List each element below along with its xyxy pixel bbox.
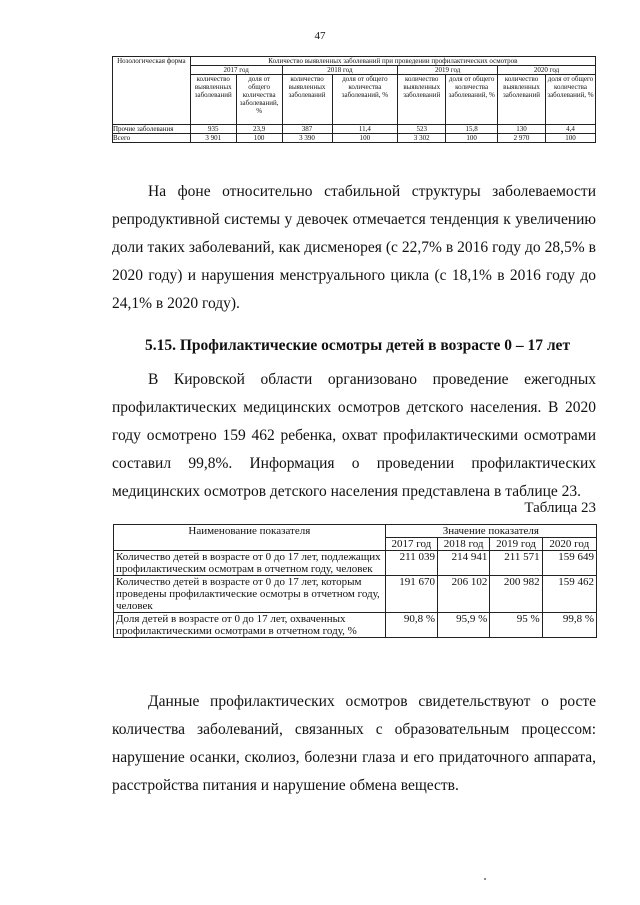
paragraph-checkups: В Кировской области организовано проведение ежегодных профилактических медицинских осмотров детского населения. В 2020 году осмотрено 159 462 ребенка, охват профилактическими осмотрами составил 99,8%. Информация о проведении профилактических медицинских осмотров детского населения представлена в таблице 23. [112, 371, 596, 500]
row-label: Доля детей в возрасте от 0 до 17 лет, охваченных профилактическими осмотрами в отчетном году, % [114, 613, 386, 638]
cell: 3 390 [282, 134, 332, 143]
checkup-table [113, 524, 597, 638]
table-row [114, 551, 597, 576]
cell: 95 % [490, 613, 542, 638]
sub-header: количество выявленных заболеваний [498, 75, 546, 125]
cell: 211 039 [385, 551, 437, 576]
scan-dot [484, 878, 486, 880]
cell: 11,4 [332, 125, 398, 134]
cell: 90,8 % [385, 613, 437, 638]
cell: 159 462 [542, 576, 596, 613]
table-row [114, 576, 597, 613]
year-header: 2020 год [498, 66, 596, 75]
table-row [113, 125, 596, 134]
name-header: Наименование показателя [114, 525, 386, 551]
year-header: 2019 год [490, 538, 542, 551]
year-header: 2017 год [190, 66, 282, 75]
sub-header: доля от общего количества заболеваний, % [332, 75, 398, 125]
page-number: 47 [314, 30, 326, 42]
value-header: Значение показателя [385, 525, 596, 538]
disease-table [112, 56, 596, 143]
row-label: Количество детей в возрасте от 0 до 17 лет, которым проведены профилактические осмотры в отчетном году, человек [114, 576, 386, 613]
sub-header: количество выявленных заболеваний [190, 75, 236, 125]
year-header: 2020 год [542, 538, 596, 551]
year-header: 2019 год [398, 66, 498, 75]
cell: 3 302 [398, 134, 446, 143]
paragraph-findings: Данные профилактических осмотров свидетельствуют о росте количества заболеваний, связанных с образовательным процессом: нарушение осанки, сколиоз, болезни глаза и его придаточного аппарата, расстройства питания и нарушение обмена веществ. [112, 693, 596, 794]
table-row [114, 613, 597, 638]
paragraph-reproductive: На фоне относительно стабильной структуры заболеваемости репродуктивной системы у девочек отмечается тенденция к увеличению доли таких заболеваний, как дисменорея (с 22,7% в 2016 году до 28,5% в 2020 году) и нарушения менструального цикла (с 18,1% в 2016 году до 24,1% в 2020 году). [112, 183, 596, 312]
year-header: 2018 год [438, 538, 490, 551]
sub-header: доля от общего количества заболеваний, % [545, 75, 595, 125]
table-caption: Таблица 23 [524, 500, 596, 516]
cell: 200 982 [490, 576, 542, 613]
table-row [113, 134, 596, 143]
cell: 100 [236, 134, 282, 143]
cell: 100 [446, 134, 498, 143]
sub-header: количество выявленных заболеваний [282, 75, 332, 125]
group-header: Количество выявленных заболеваний при проведении профилактических осмотров [190, 57, 595, 66]
cell: 214 941 [438, 551, 490, 576]
nosology-header: Нозологическая форма [113, 57, 191, 125]
sub-header: доля от общего количества заболеваний, % [446, 75, 498, 125]
cell: 99,8 % [542, 613, 596, 638]
cell: 935 [190, 125, 236, 134]
cell: 15,8 [446, 125, 498, 134]
cell: 523 [398, 125, 446, 134]
sub-header: доля от общего количества заболеваний, % [236, 75, 282, 125]
cell: 95,9 % [438, 613, 490, 638]
cell: 130 [498, 125, 546, 134]
cell: 159 649 [542, 551, 596, 576]
cell: 100 [545, 134, 595, 143]
cell: 191 670 [385, 576, 437, 613]
cell: 3 901 [190, 134, 236, 143]
year-header: 2017 год [385, 538, 437, 551]
cell: 387 [282, 125, 332, 134]
row-label: Всего [113, 134, 191, 143]
sub-header: количество выявленных заболеваний [398, 75, 446, 125]
section-heading: 5.15. Профилактические осмотры детей в возрасте 0 – 17 лет [145, 337, 571, 354]
cell: 4,4 [545, 125, 595, 134]
row-label: Прочие заболевания [113, 125, 191, 134]
cell: 2 970 [498, 134, 546, 143]
cell: 211 571 [490, 551, 542, 576]
cell: 23,9 [236, 125, 282, 134]
cell: 206 102 [438, 576, 490, 613]
row-label: Количество детей в возрасте от 0 до 17 лет, подлежащих профилактическим осмотрам в отчетном году, человек [114, 551, 386, 576]
year-header: 2018 год [282, 66, 398, 75]
cell: 100 [332, 134, 398, 143]
